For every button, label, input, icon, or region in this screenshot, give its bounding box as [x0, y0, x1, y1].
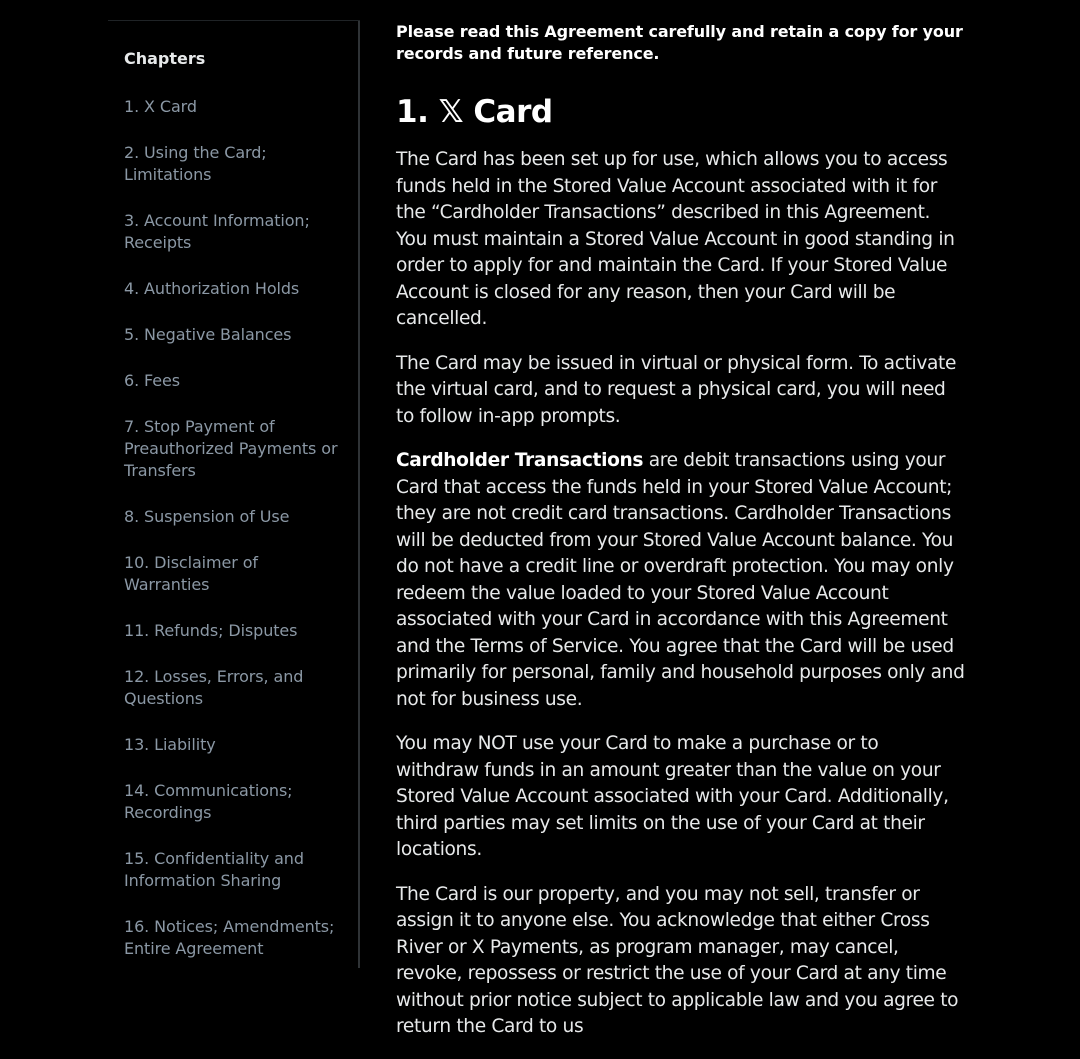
chapter-link-confidentiality[interactable]: 15. Confidentiality and Information Sharing — [124, 849, 304, 890]
chapter-link-negative-balances[interactable]: 5. Negative Balances — [124, 325, 292, 344]
chapters-heading: Chapters — [124, 49, 206, 68]
section-title-x-card: 1. 𝕏 Card — [396, 94, 553, 130]
chapter-list — [124, 96, 344, 984]
chapter-link-using-the-card[interactable]: 2. Using the Card; Limitations — [124, 143, 267, 184]
chapter-link-account-information[interactable]: 3. Account Information; Receipts — [124, 211, 310, 252]
intro-notice: Please read this Agreement carefully and retain a copy for your records and future reference. — [396, 22, 963, 63]
chapter-link-refunds-disputes[interactable]: 11. Refunds; Disputes — [124, 621, 298, 640]
chapter-link-stop-payment[interactable]: 7. Stop Payment of Preauthorized Payments or Transfers — [124, 417, 338, 480]
chapter-link-notices-amendments[interactable]: 16. Notices; Amendments; Entire Agreement — [124, 917, 335, 958]
chapter-link-suspension-of-use[interactable]: 8. Suspension of Use — [124, 507, 290, 526]
chapter-link-losses-errors[interactable]: 12. Losses, Errors, and Questions — [124, 667, 304, 708]
term-cardholder-transactions: Cardholder Transactions — [396, 450, 644, 471]
paragraph-card-property: The Card is our property, and you may not sell, transfer or assign it to anyone else. You acknowledge that either Cross River or X Payments, as program manager, may cancel, revoke, repossess or restrict the use of your Card at any time without prior notice subject to applicable law and you agree to return the Card to us — [396, 883, 959, 1037]
chapter-link-authorization-holds[interactable]: 4. Authorization Holds — [124, 279, 300, 298]
paragraph-card-setup: The Card has been set up for use, which allows you to access funds held in the Stored Value Account associated with it for the “Cardholder Transactions” described in this Agreement. You must maintain a Stored Value Account in good standing in order to apply for and maintain the Card. If your Stored Value Account is closed for any reason, then your Card will be cancelled. — [396, 149, 955, 329]
paragraph-purchase-limits: You may NOT use your Card to make a purchase or to withdraw funds in an amount greater than the value on your Stored Value Account associated with your Card. Additionally, third parties may set limits on the use of your Card at their locations. — [396, 733, 949, 860]
chapter-link-fees[interactable]: 6. Fees — [124, 371, 181, 390]
chapters-sidebar — [108, 21, 360, 968]
chapter-link-liability[interactable]: 13. Liability — [124, 735, 216, 754]
paragraph-card-form: The Card may be issued in virtual or physical form. To activate the virtual card, and to request a physical card, you will need to follow in-app prompts. — [396, 352, 957, 427]
paragraph-cardholder-transactions — [396, 448, 966, 713]
cardholder-transactions-definition: are debit transactions using your Card that access the funds held in your Stored Value Account; they are not credit card transactions. Cardholder Transactions will be deducted from your Stored Value Account balance. You do not have a credit line or overdraft protection. You may only redeem the value loaded to your Stored Value Account associated with your Card in accordance with this Agreement and the Terms of Service. You agree that the Card will be used primarily for personal, family and household purposes only and not for business use. — [396, 450, 965, 710]
agreement-content — [396, 21, 966, 1059]
chapter-link-x-card[interactable]: 1. X Card — [124, 97, 197, 116]
chapter-link-communications[interactable]: 14. Communications; Recordings — [124, 781, 293, 822]
chapter-link-disclaimer-of-warranties[interactable]: 10. Disclaimer of Warranties — [124, 553, 258, 594]
